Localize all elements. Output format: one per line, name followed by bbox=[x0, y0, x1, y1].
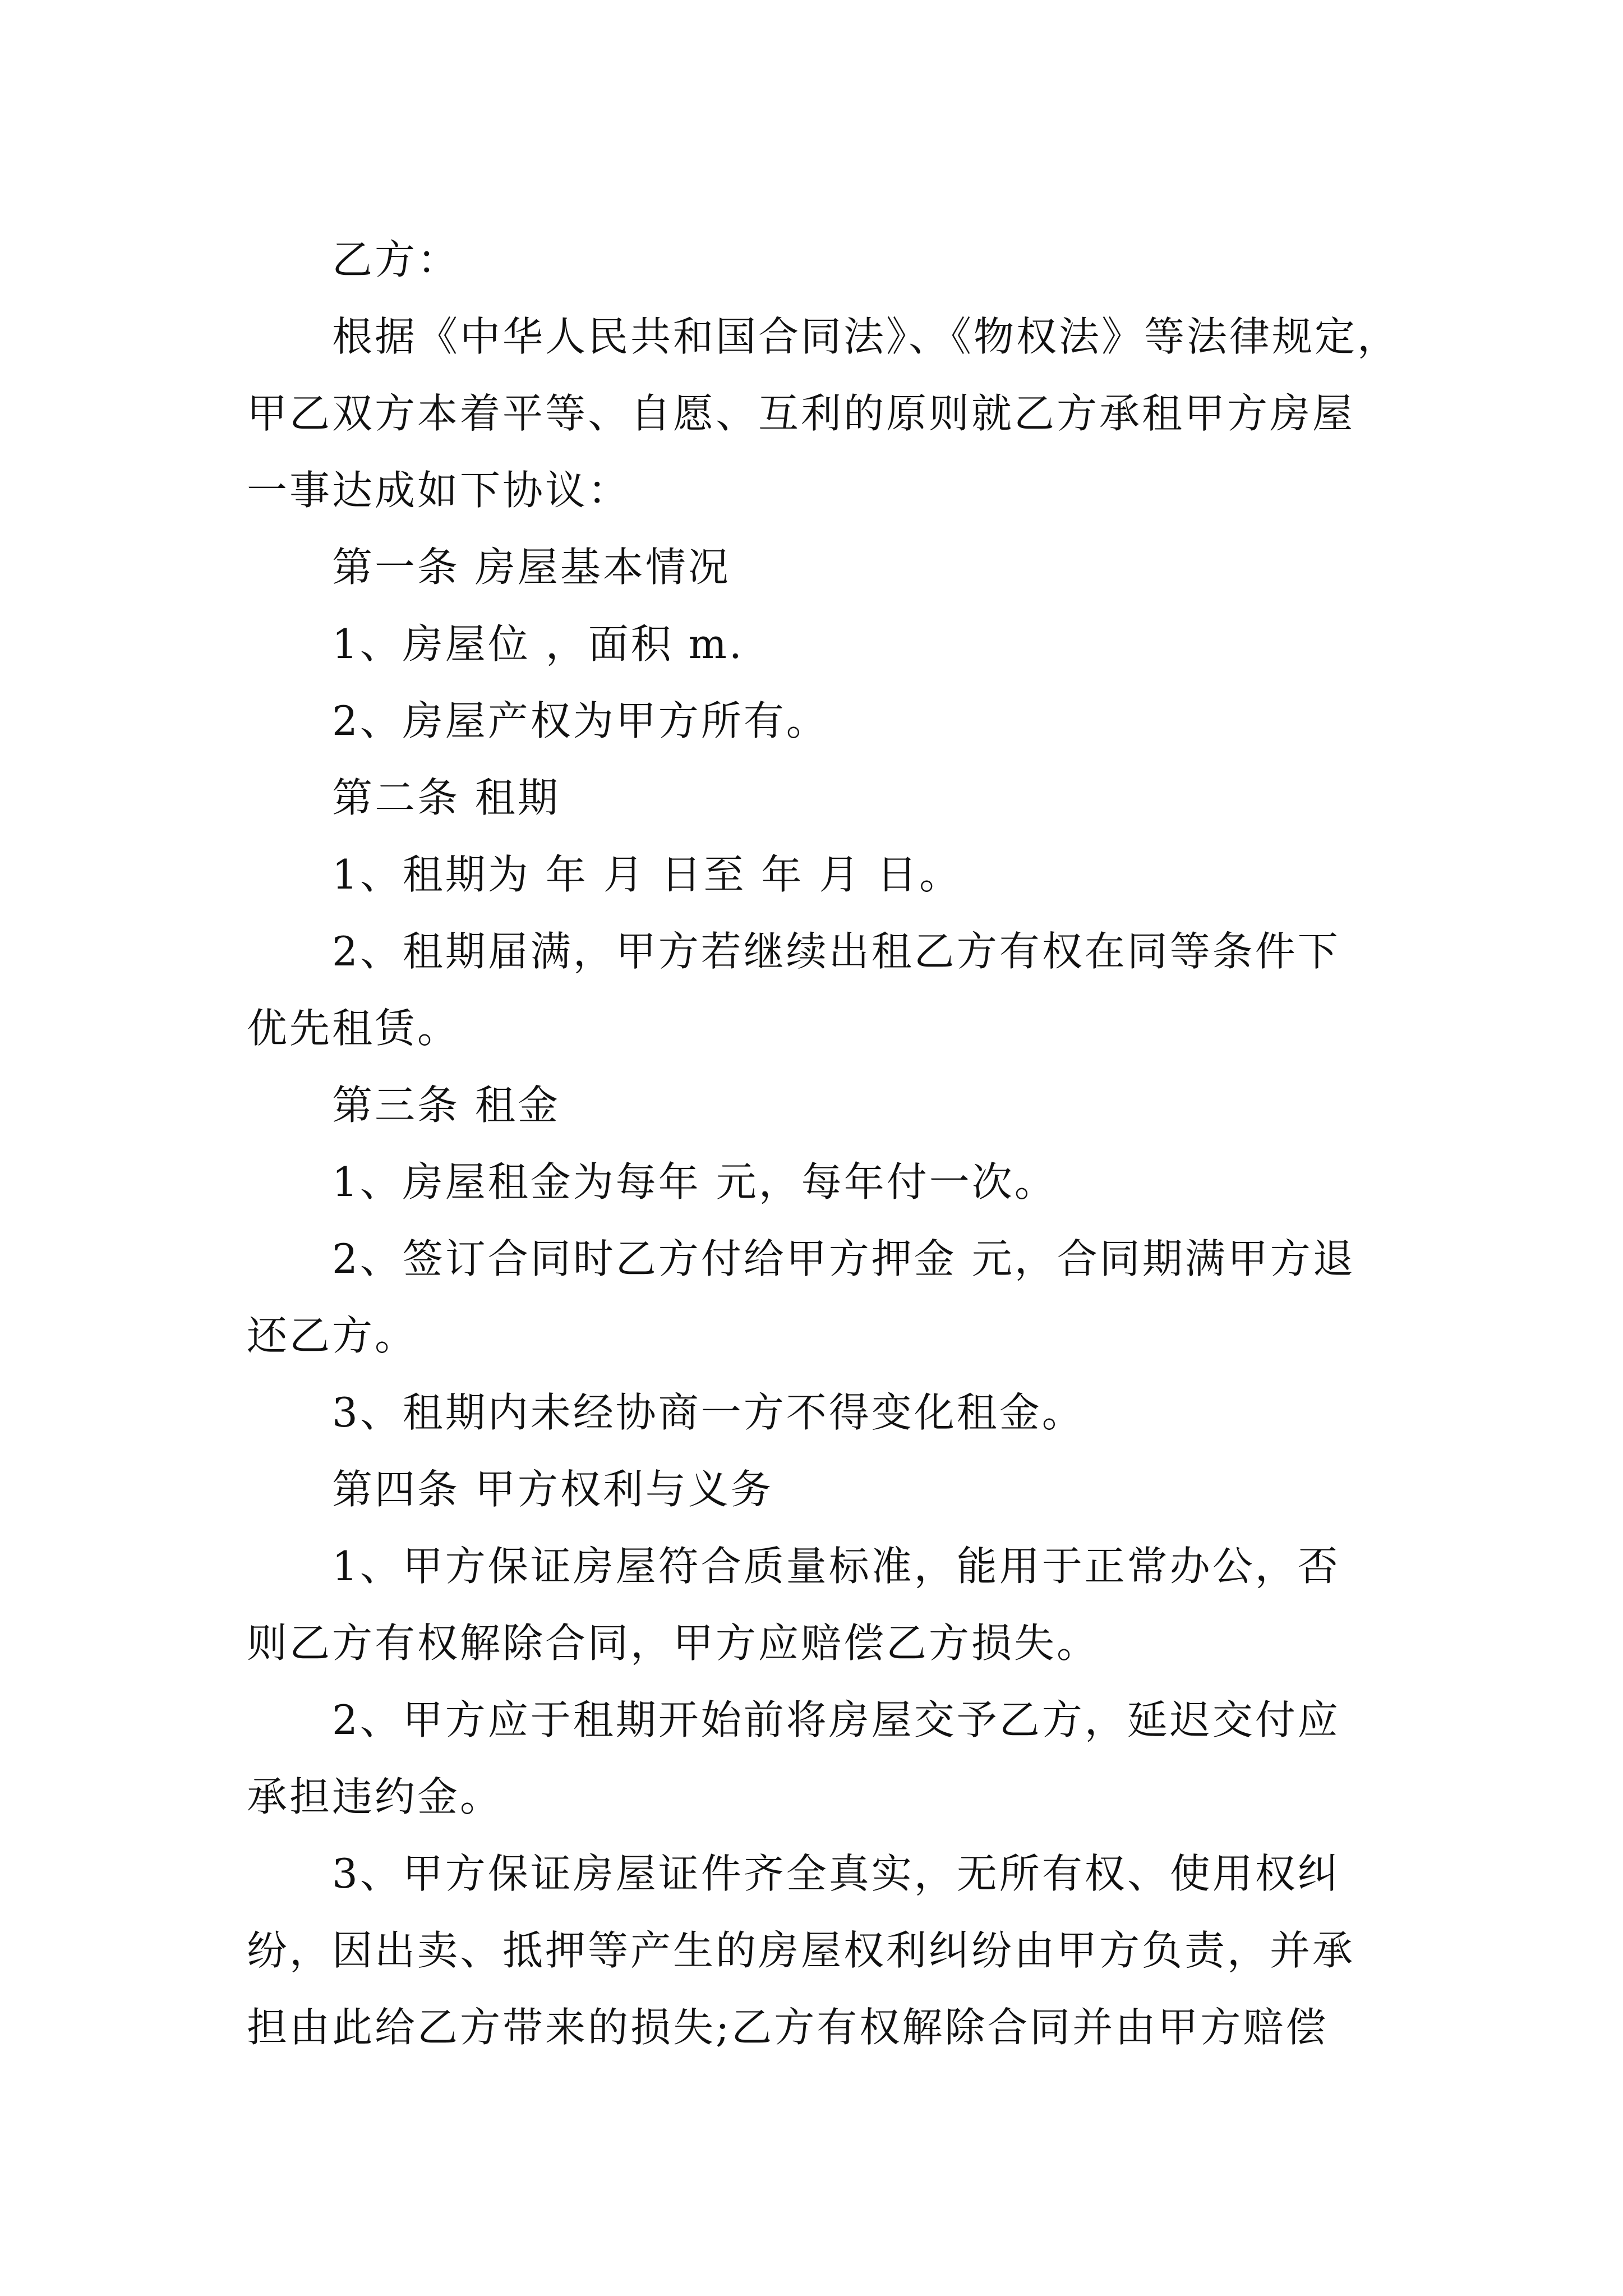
clause-line: 承担违约金。 bbox=[247, 1773, 503, 1820]
article-heading: 第二条 租期 bbox=[332, 774, 560, 821]
clause-line: 则乙方有权解除合同，甲方应赔偿乙方损失。 bbox=[247, 1619, 1100, 1667]
paragraph-line: 根据《中华人民共和国合同法》、《物权法》等法律规定， bbox=[332, 313, 1400, 360]
article-heading: 第四条 甲方权利与义务 bbox=[332, 1466, 773, 1513]
paragraph-line: 甲乙双方本着平等、自愿、互利的原则就乙方承租甲方房屋 bbox=[247, 390, 1355, 437]
clause-line: 3、甲方保证房屋证件齐全真实，无所有权、使用权纠 bbox=[332, 1850, 1340, 1897]
clause-line: 1、房屋位 ，面积 m. bbox=[332, 620, 744, 668]
clause-line: 优先租赁。 bbox=[247, 1005, 460, 1052]
clause-line: 2、租期届满，甲方若继续出租乙方有权在同等条件下 bbox=[332, 928, 1340, 975]
clause-line: 2、甲方应于租期开始前将房屋交予乙方，延迟交付应 bbox=[332, 1696, 1340, 1743]
clause-line: 纷，因出卖、抵押等产生的房屋权利纠纷由甲方负责，并承 bbox=[247, 1927, 1355, 1974]
clause-line: 3、租期内未经协商一方不得变化租金。 bbox=[332, 1389, 1085, 1436]
clause-line: 还乙方。 bbox=[247, 1312, 418, 1359]
article-heading: 第三条 租金 bbox=[332, 1082, 560, 1129]
party-b-label: 乙方： bbox=[332, 236, 460, 283]
clause-line: 1、租期为 年 月 日至 年 月 日。 bbox=[332, 851, 962, 898]
article-heading: 第一条 房屋基本情况 bbox=[332, 544, 731, 591]
clause-line: 担由此给乙方带来的损失;乙方有权解除合同并由甲方赔偿 bbox=[247, 2004, 1329, 2051]
clause-line: 2、房屋产权为甲方所有。 bbox=[332, 697, 829, 744]
paragraph-line: 一事达成如下协议： bbox=[247, 467, 631, 514]
clause-line: 2、签订合同时乙方付给甲方押金 元，合同期满甲方退 bbox=[332, 1235, 1355, 1282]
clause-line: 1、房屋租金为每年 元，每年付一次。 bbox=[332, 1158, 1057, 1205]
document-body bbox=[247, 222, 1400, 2066]
clause-line: 1、甲方保证房屋符合质量标准，能用于正常办公，否 bbox=[332, 1543, 1340, 1590]
